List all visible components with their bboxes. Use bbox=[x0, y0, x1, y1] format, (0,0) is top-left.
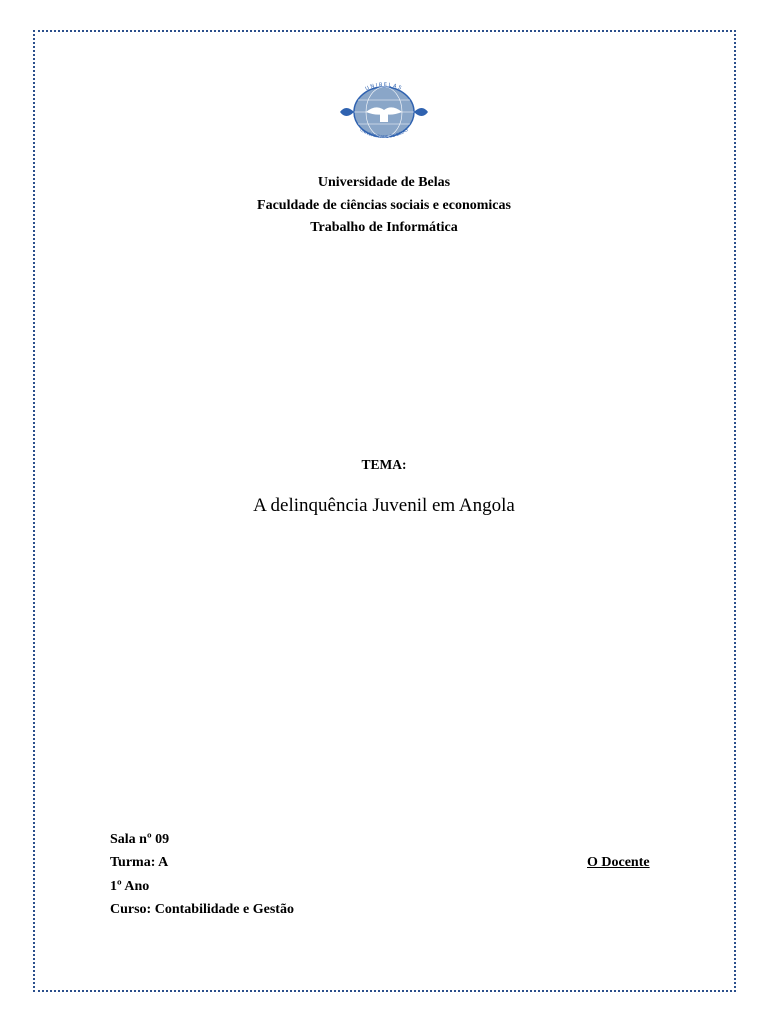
turma: Turma: A bbox=[110, 855, 169, 871]
logo-bottom-text: UNIVERSIDADE DE BELAS bbox=[359, 127, 409, 140]
university-logo bbox=[336, 82, 432, 140]
curso: Curso: Contabilidade e Gestão bbox=[110, 901, 294, 917]
work-title: Trabalho de Informática bbox=[310, 220, 458, 235]
docente-label: O Docente bbox=[587, 855, 650, 870]
ano: 1º Ano bbox=[110, 878, 150, 894]
student-info bbox=[110, 828, 294, 921]
tema-title: A delinquência Juvenil em Angola bbox=[253, 495, 515, 516]
tema-label: TEMA: bbox=[361, 457, 407, 472]
header bbox=[0, 172, 768, 240]
university-name: Universidade de Belas bbox=[317, 175, 451, 190]
logo-top-text: UNIBELAS bbox=[364, 82, 404, 93]
faculty-name: Faculdade de ciências sociais e economicas bbox=[257, 197, 511, 213]
sala: Sala nº 09 bbox=[110, 832, 170, 847]
